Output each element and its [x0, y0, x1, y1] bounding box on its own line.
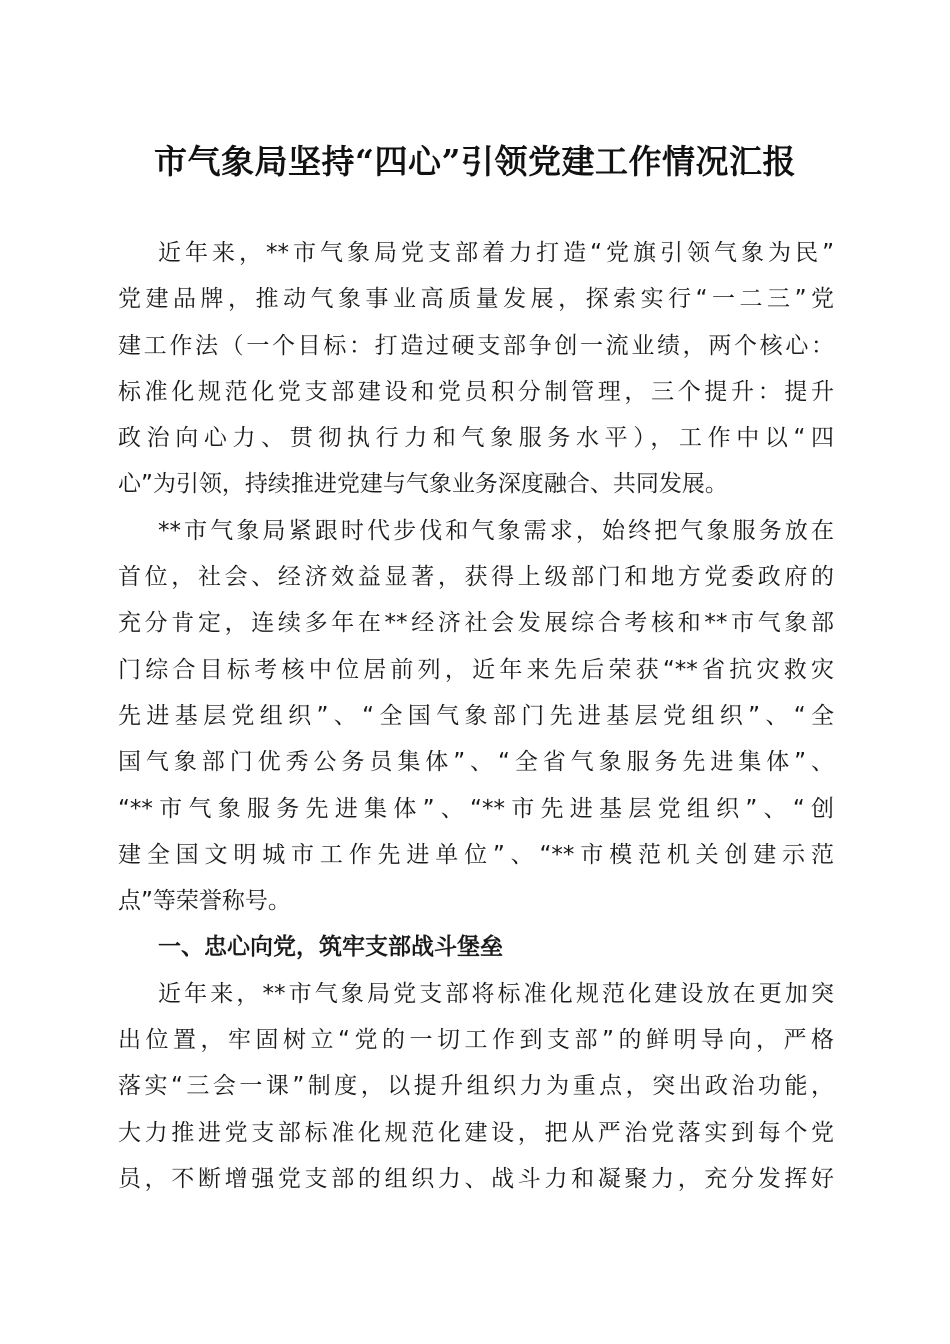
- paragraph-1-line-4: 标准化规范化党支部建设和党员积分制管理，三个提升：提升: [118, 378, 834, 405]
- paragraph-1-line-2: 党建品牌，推动气象事业高质量发展，探索实行“一二三”党: [118, 286, 834, 313]
- paragraph-2-line-2: 首位，社会、经济效益显著，获得上级部门和地方党委政府的: [118, 564, 834, 591]
- document-body: [118, 230, 834, 1202]
- paragraph-3-line-2: 出位置，牢固树立“党的一切工作到支部”的鲜明导向，严格: [118, 1027, 834, 1054]
- paragraph-3-line-3: 落实“三会一课”制度，以提升组织力为重点，突出政治功能，: [118, 1073, 834, 1100]
- paragraph-3-line-4: 大力推进党支部标准化规范化建设，把从严治党落实到每个党: [118, 1119, 834, 1146]
- paragraph-1-line-1: 近年来，**市气象局党支部着力打造“党旗引领气象为民”: [158, 240, 834, 266]
- paragraph-3-line-1: 近年来，**市气象局党支部将标准化规范化建设放在更加突: [158, 980, 834, 1007]
- paragraph-1-line-6: 心”为引领，持续推进党建与气象业务深度融合、共同发展。: [118, 471, 728, 498]
- paragraph-2-line-3: 充分肯定，连续多年在**经济社会发展综合考核和**市气象部: [118, 610, 834, 637]
- paragraph-2-line-5: 先进基层党组织”、“全国气象部门先进基层党组织”、“全: [118, 702, 834, 729]
- paragraph-1-line-3: 建工作法（一个目标：打造过硬支部争创一流业绩，两个核心：: [118, 332, 834, 359]
- paragraph-2-line-8: 建全国文明城市工作先进单位”、“**市模范机关创建示范: [118, 841, 834, 868]
- paragraph-2-line-7: “**市气象服务先进集体”、“**市先进基层党组织”、“创: [118, 795, 834, 822]
- paragraph-2-line-1: **市气象局紧跟时代步伐和气象需求，始终把气象服务放在: [158, 517, 834, 544]
- paragraph-2-line-6: 国气象部门优秀公务员集体”、“全省气象服务先进集体”、: [118, 749, 834, 776]
- paragraph-1-line-5: 政治向心力、贯彻执行力和气象服务水平），工作中以“四: [118, 425, 834, 452]
- section-heading-1: 一、忠心向党，筑牢支部战斗堡垒: [158, 934, 503, 961]
- paragraph-3-line-5: 员，不断增强党支部的组织力、战斗力和凝聚力，充分发挥好: [118, 1165, 834, 1192]
- document-title: 市气象局坚持“四心”引领党建工作情况汇报: [154, 142, 796, 181]
- paragraph-2-line-4: 门综合目标考核中位居前列，近年来先后荣获“**省抗灾救灾: [118, 656, 834, 683]
- paragraph-2-line-9: 点”等荣誉称号。: [118, 888, 291, 915]
